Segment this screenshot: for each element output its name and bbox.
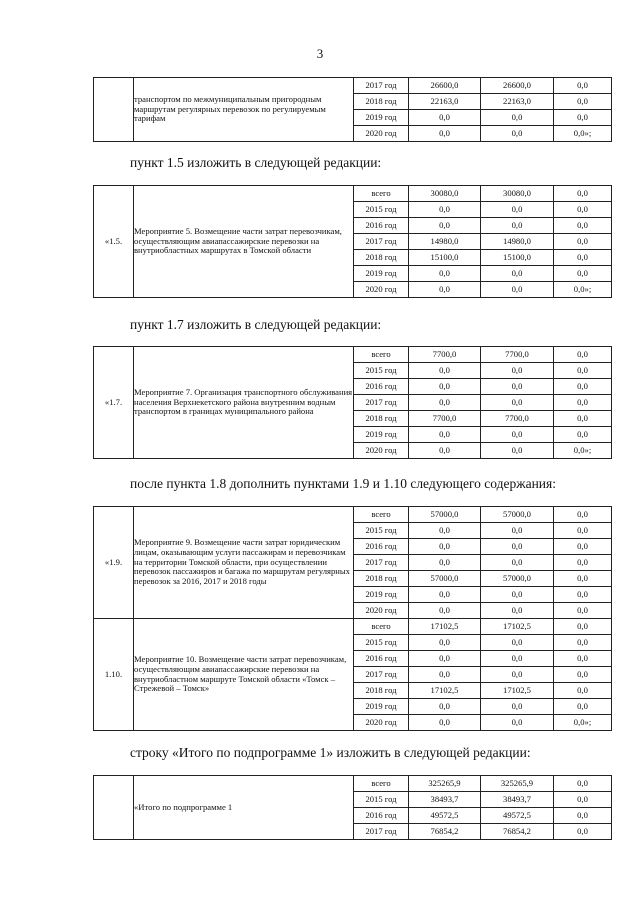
value-cell: 0,0 [409, 603, 481, 619]
value-cell: 0,0 [554, 555, 612, 571]
value-cell: 0,0 [481, 395, 554, 411]
value-cell: 57000,0 [481, 507, 554, 523]
value-cell: 0,0 [409, 587, 481, 603]
value-cell: 0,0 [409, 635, 481, 651]
value-cell: 17102,5 [409, 683, 481, 699]
year-cell: всего [354, 776, 409, 792]
value-cell: 0,0 [554, 234, 612, 250]
value-cell: 0,0 [481, 202, 554, 218]
value-cell: 0,0 [554, 571, 612, 587]
year-cell: 2015 год [354, 635, 409, 651]
value-cell: 0,0 [481, 282, 554, 298]
measure-description: Мероприятие 7. Организация транспортного обслуживания населения Верхнекетского района внутренним водным транспортом в границах муниципального района [134, 347, 354, 459]
value-cell: 0,0 [481, 699, 554, 715]
value-cell: 0,0 [554, 250, 612, 266]
value-cell: 0,0 [409, 443, 481, 459]
table-items-1-9-1-10 [93, 506, 612, 731]
page-number: 3 [316, 46, 324, 61]
value-cell: 0,0 [481, 523, 554, 539]
value-cell: 0,0 [409, 395, 481, 411]
year-cell: 2016 год [354, 379, 409, 395]
value-cell: 0,0 [481, 635, 554, 651]
value-cell: 26600,0 [481, 78, 554, 94]
value-cell: 57000,0 [481, 571, 554, 587]
value-cell: 57000,0 [409, 571, 481, 587]
year-cell: 2020 год [354, 282, 409, 298]
year-cell: всего [354, 186, 409, 202]
value-cell: 0,0 [409, 715, 481, 731]
value-cell: 325265,9 [409, 776, 481, 792]
year-cell: 2016 год [354, 808, 409, 824]
value-cell: 15100,0 [409, 250, 481, 266]
row-number: 1.10. [94, 619, 134, 731]
year-cell: всего [354, 347, 409, 363]
year-cell: 2015 год [354, 202, 409, 218]
value-cell: 22163,0 [409, 94, 481, 110]
year-cell: 2017 год [354, 395, 409, 411]
value-cell: 0,0 [554, 347, 612, 363]
value-cell: 0,0 [409, 218, 481, 234]
value-cell: 0,0 [409, 110, 481, 126]
value-cell: 0,0 [481, 715, 554, 731]
value-cell: 0,0 [554, 776, 612, 792]
value-cell: 0,0 [481, 363, 554, 379]
value-cell: 26600,0 [409, 78, 481, 94]
value-cell: 0,0 [554, 395, 612, 411]
value-cell: 15100,0 [481, 250, 554, 266]
value-cell: 0,0»; [554, 282, 612, 298]
value-cell: 0,0 [481, 266, 554, 282]
value-cell: 0,0 [554, 94, 612, 110]
table-row [94, 186, 612, 202]
value-cell: 38493,7 [409, 792, 481, 808]
value-cell: 0,0 [409, 667, 481, 683]
value-cell: 17102,5 [409, 619, 481, 635]
value-cell: 57000,0 [409, 507, 481, 523]
value-cell: 49572,5 [409, 808, 481, 824]
year-cell: всего [354, 507, 409, 523]
value-cell: 76854,2 [481, 824, 554, 840]
year-cell: 2015 год [354, 363, 409, 379]
section-heading: пункт 1.7 изложить в следующей редакции: [130, 317, 382, 332]
value-cell: 0,0 [554, 603, 612, 619]
value-cell: 0,0 [409, 202, 481, 218]
value-cell: 7700,0 [409, 411, 481, 427]
section-heading: после пункта 1.8 дополнить пунктами 1.9 и 1.10 следующего содержания: [130, 476, 556, 491]
year-cell: 2017 год [354, 555, 409, 571]
year-cell: 2017 год [354, 234, 409, 250]
value-cell: 30080,0 [409, 186, 481, 202]
value-cell: 0,0 [554, 587, 612, 603]
value-cell: 0,0 [554, 808, 612, 824]
year-cell: 2019 год [354, 110, 409, 126]
row-number: «1.9. [94, 507, 134, 619]
value-cell: 0,0 [554, 824, 612, 840]
value-cell: 0,0 [481, 110, 554, 126]
value-cell: 0,0 [409, 363, 481, 379]
value-cell: 0,0 [554, 202, 612, 218]
table-item-1-7 [93, 346, 612, 459]
value-cell: 0,0 [481, 379, 554, 395]
year-cell: 2017 год [354, 667, 409, 683]
value-cell: 0,0 [554, 699, 612, 715]
value-cell: 0,0 [409, 699, 481, 715]
year-cell: 2016 год [354, 218, 409, 234]
value-cell: 76854,2 [409, 824, 481, 840]
table-row [94, 507, 612, 523]
value-cell: 0,0 [409, 126, 481, 142]
value-cell: 30080,0 [481, 186, 554, 202]
measure-description: Мероприятие 5. Возмещение части затрат перевозчикам, осуществляющим авиапассажирские перевозки на внутриобластных маршрутах в Томской области [134, 186, 354, 298]
year-cell: 2015 год [354, 792, 409, 808]
value-cell: 0,0 [554, 635, 612, 651]
year-cell: 2017 год [354, 78, 409, 94]
value-cell: 0,0 [554, 792, 612, 808]
section-heading: пункт 1.5 изложить в следующей редакции: [130, 155, 382, 170]
year-cell: 2018 год [354, 571, 409, 587]
value-cell: 7700,0 [409, 347, 481, 363]
year-cell: 2016 год [354, 651, 409, 667]
value-cell: 17102,5 [481, 683, 554, 699]
year-cell: 2019 год [354, 266, 409, 282]
year-cell: 2017 год [354, 824, 409, 840]
value-cell: 0,0 [554, 667, 612, 683]
value-cell: 0,0 [481, 667, 554, 683]
value-cell: 49572,5 [481, 808, 554, 824]
year-cell: 2018 год [354, 94, 409, 110]
value-cell: 0,0 [554, 539, 612, 555]
row-number: «1.7. [94, 347, 134, 459]
value-cell: 0,0 [409, 379, 481, 395]
value-cell: 0,0 [554, 78, 612, 94]
value-cell: 0,0 [481, 651, 554, 667]
row-number [94, 776, 134, 840]
year-cell: 2020 год [354, 715, 409, 731]
measure-description: Мероприятие 9. Возмещение части затрат юридическим лицам, оказывающим услуги пассажирам и перевозчикам на территории Томской области, при осуществлении перевозок пассажиров и багажа по маршрутам регулярных перевозок за 2016, 2017 и 2018 годы [134, 507, 354, 619]
section-heading: строку «Итого по подпрограмме 1» изложить в следующей редакции: [130, 745, 531, 760]
year-cell: 2016 год [354, 539, 409, 555]
value-cell: 14980,0 [409, 234, 481, 250]
value-cell: 0,0 [481, 539, 554, 555]
value-cell: 0,0 [554, 411, 612, 427]
year-cell: 2019 год [354, 427, 409, 443]
value-cell: 0,0 [554, 507, 612, 523]
value-cell: 0,0 [409, 282, 481, 298]
value-cell: 14980,0 [481, 234, 554, 250]
table-row [94, 619, 612, 635]
value-cell: 7700,0 [481, 347, 554, 363]
row-number: «1.5. [94, 186, 134, 298]
table-row [94, 347, 612, 363]
measure-description: транспортом по межмуниципальным пригородным маршрутам регулярных перевозок по регулируемым тарифам [134, 78, 354, 142]
value-cell: 0,0 [409, 523, 481, 539]
value-cell: 0,0 [554, 651, 612, 667]
value-cell: 0,0 [554, 379, 612, 395]
value-cell: 0,0»; [554, 715, 612, 731]
value-cell: 0,0 [554, 427, 612, 443]
value-cell: 0,0»; [554, 126, 612, 142]
year-cell: 2019 год [354, 699, 409, 715]
table-row [94, 776, 612, 792]
value-cell: 0,0 [554, 683, 612, 699]
value-cell: 22163,0 [481, 94, 554, 110]
year-cell: 2019 год [354, 587, 409, 603]
value-cell: 0,0»; [554, 443, 612, 459]
value-cell: 0,0 [409, 427, 481, 443]
value-cell: 0,0 [481, 587, 554, 603]
table-continuation [93, 77, 612, 142]
value-cell: 0,0 [481, 555, 554, 571]
year-cell: 2018 год [354, 411, 409, 427]
table-item-1-5 [93, 185, 612, 298]
value-cell: 7700,0 [481, 411, 554, 427]
value-cell: 0,0 [481, 443, 554, 459]
year-cell: 2015 год [354, 523, 409, 539]
value-cell: 0,0 [554, 218, 612, 234]
measure-description: «Итого по подпрограмме 1 [134, 776, 354, 840]
value-cell: 0,0 [554, 266, 612, 282]
value-cell: 0,0 [409, 651, 481, 667]
table-row [94, 78, 612, 94]
value-cell: 0,0 [481, 427, 554, 443]
year-cell: 2018 год [354, 683, 409, 699]
value-cell: 0,0 [554, 110, 612, 126]
year-cell: всего [354, 619, 409, 635]
table-subprogram-total [93, 775, 612, 840]
year-cell: 2018 год [354, 250, 409, 266]
value-cell: 0,0 [409, 266, 481, 282]
value-cell: 17102,5 [481, 619, 554, 635]
measure-description: Мероприятие 10. Возмещение части затрат перевозчикам, осуществляющим авиапассажирские перевозки на внутриобластном маршруте Томской области «Томск – Стрежевой – Томск» [134, 619, 354, 731]
value-cell: 0,0 [481, 603, 554, 619]
value-cell: 0,0 [554, 363, 612, 379]
year-cell: 2020 год [354, 603, 409, 619]
value-cell: 0,0 [409, 539, 481, 555]
value-cell: 0,0 [481, 126, 554, 142]
value-cell: 325265,9 [481, 776, 554, 792]
value-cell: 38493,7 [481, 792, 554, 808]
year-cell: 2020 год [354, 126, 409, 142]
row-number [94, 78, 134, 142]
value-cell: 0,0 [409, 555, 481, 571]
value-cell: 0,0 [554, 523, 612, 539]
value-cell: 0,0 [554, 619, 612, 635]
year-cell: 2020 год [354, 443, 409, 459]
value-cell: 0,0 [554, 186, 612, 202]
value-cell: 0,0 [481, 218, 554, 234]
